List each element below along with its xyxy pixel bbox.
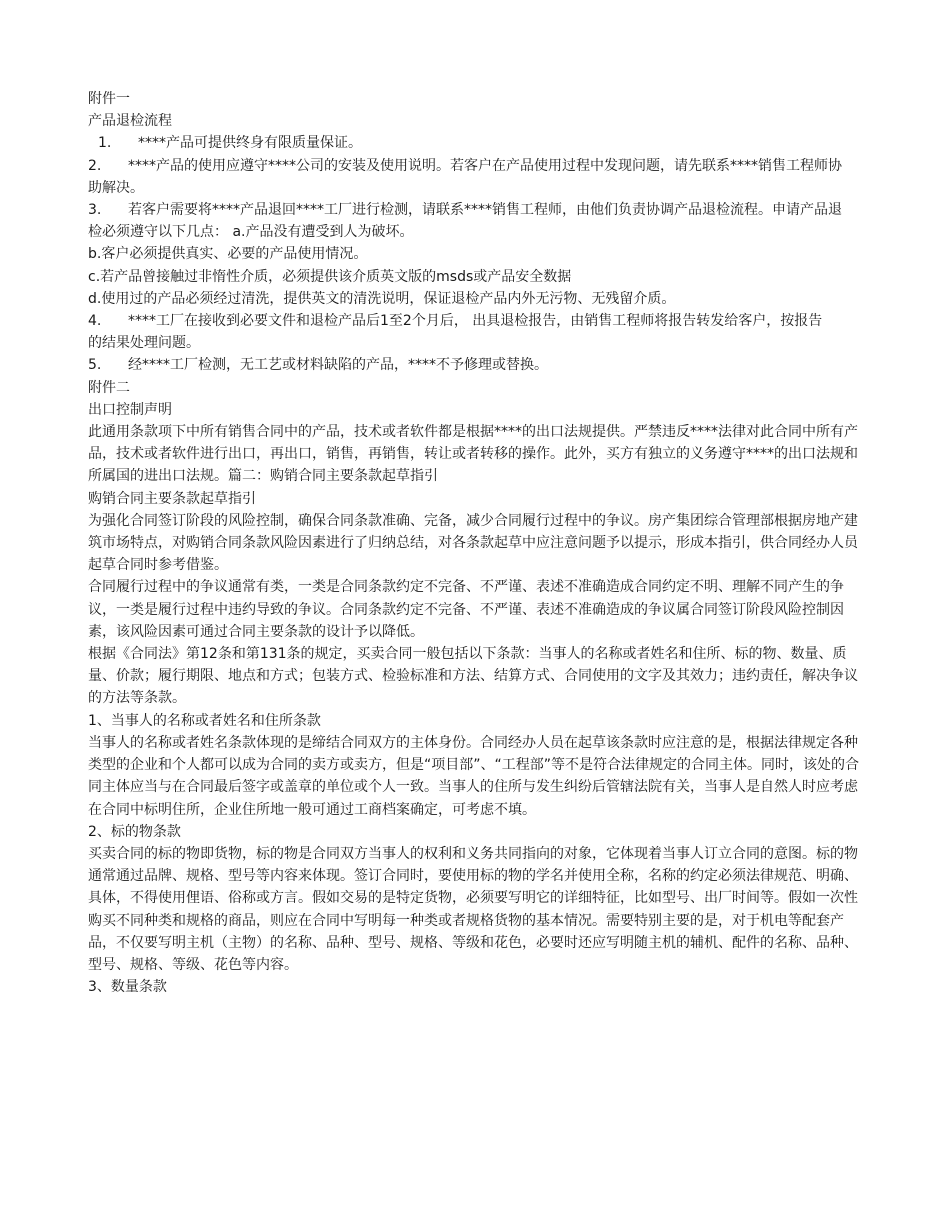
item-number: 3.	[88, 202, 102, 219]
list-item	[88, 310, 863, 332]
list-item	[88, 199, 863, 221]
guide-paragraph-1: 为强化合同签订阶段的风险控制，确保合同条款准确、完备，减少合同履行过程中的争议。房产集团综合管理部根据房地产建筑市场特点，对购销合同条款风险因素进行了归纳总结，对各条款起草中应注意问题予以提示，形成本指引，供合同经办人员起草合同时参考借鉴。	[88, 512, 858, 574]
item-text: 经****工厂检测，无工艺或材料缺陷的产品，****不予修理或替换。	[128, 357, 548, 374]
item-text: 若客户需要将****产品退回****工厂进行检测，请联系****销售工程师，由他们负责协调产品退检流程。申请产品退	[128, 202, 842, 219]
section-1-title: 1、当事人的名称或者姓名和住所条款	[88, 712, 321, 729]
item-continuation: 的结果处理问题。	[88, 335, 200, 352]
attachment1-title: 产品退检流程	[88, 113, 172, 130]
section-2-title: 2、标的物条款	[88, 823, 181, 840]
export-control-paragraph: 此通用条款项下中所有销售合同中的产品，技术或者软件都是根据****的出口法规提供。严禁违反****法律对此合同中所有产品，技术或者软件进行出口，再出口，销售，再销售，转让或者转移的操作。此外，买方有独立的义务遵守****的出口法规和所属国的进出口法规。篇二：购销合同主要条款起草指引	[88, 424, 858, 485]
guide-paragraph-2: 合同履行过程中的争议通常有类，一类是合同条款约定不完备、不严谨、表述不准确造成合同约定不明、理解不同产生的争议，一类是履行过程中违约导致的争议。合同条款约定不完备、不严谨、表述不准确造成的争议属合同签订阶段风险控制因素，该风险因素可通过合同主要条款的设计予以降低。	[88, 579, 844, 640]
list-item	[88, 132, 863, 154]
item-number: 5.	[88, 357, 102, 374]
list-item	[88, 155, 863, 177]
item-text: ****产品可提供终身有限质量保证。	[138, 135, 362, 152]
item-number: 4.	[88, 313, 102, 330]
attachment2-heading: 附件二	[88, 379, 130, 396]
guide-title: 购销合同主要条款起草指引	[88, 490, 256, 507]
attachment1-heading: 附件一	[88, 91, 130, 107]
item-continuation: 检必须遵守以下几点： a.产品没有遭受到人为破坏。	[88, 224, 414, 241]
section-3-title: 3、数量条款	[88, 979, 167, 996]
attachment2-title: 出口控制声明	[88, 401, 172, 418]
item-text: ****工厂在接收到必要文件和退检产品后1至2个月后， 出具退检报告，由销售工程师将报告转发给客户，按报告	[128, 313, 823, 330]
section-2-body: 买卖合同的标的物即货物，标的物是合同双方当事人的权利和义务共同指向的对象，它体现着当事人订立合同的意图。标的物通常通过品牌、规格、型号等内容来体现。签订合同时，要使用标的物的学名并使用全称，名称的约定必须法律规范、明确、具体，不得使用俚语、俗称或方言。假如交易的是特定货物，必须要写明它的详细特征，比如型号、出厂时间等。假如一次性购买不同种类和规格的商品，则应在合同中写明每一种类或者规格货物的基本情况。需要特别主要的是，对于机电等配套产品，不仅要写明主机（主物）的名称、品种、型号、规格、等级和花色，必要时还应写明随主机的辅机、配件的名称、品种、型号、规格、等级、花色等内容。	[88, 845, 858, 973]
sub-item-c: c.若产品曾接触过非惰性介质，必须提供该介质英文版的msds或产品安全数据	[88, 268, 572, 285]
document-page	[88, 88, 863, 998]
sub-item-d: d.使用过的产品必须经过清洗，提供英文的清洗说明，保证退检产品内外无污物、无残留介质。	[88, 290, 676, 307]
item-text: ****产品的使用应遵守****公司的安装及使用说明。若客户在产品使用过程中发现问题，请先联系****销售工程师协	[128, 157, 842, 174]
item-number: 1.	[98, 135, 112, 152]
item-number: 2.	[88, 157, 102, 174]
list-item	[88, 354, 863, 376]
sub-item-b: b.客户必须提供真实、必要的产品使用情况。	[88, 246, 368, 263]
item-continuation: 助解决。	[88, 179, 144, 196]
section-1-body: 当事人的名称或者姓名条款体现的是缔结合同双方的主体身份。合同经办人员在起草该条款时应注意的是，根据法律规定各种类型的企业和个人都可以成为合同的卖方或卖方，但是“项目部”、“工程部”等不是符合法律规定的合同主体。同时，该处的合同主体应当与在合同最后签字或盖章的单位或个人一致。当事人的住所与发生纠纷后管辖法院有关，当事人是自然人时应考虑在合同中标明住所，企业住所地一般可通过工商档案确定，可考虑不填。	[88, 734, 860, 818]
guide-paragraph-3: 根据《合同法》第12条和第131条的规定，买卖合同一般包括以下条款：当事人的名称或者姓名和住所、标的物、数量、质量、价款；履行期限、地点和方式；包装方式、检验标准和方法、结算方式、合同使用的文字及其效力；违约责任，解决争议的方法等条款。	[88, 646, 858, 707]
